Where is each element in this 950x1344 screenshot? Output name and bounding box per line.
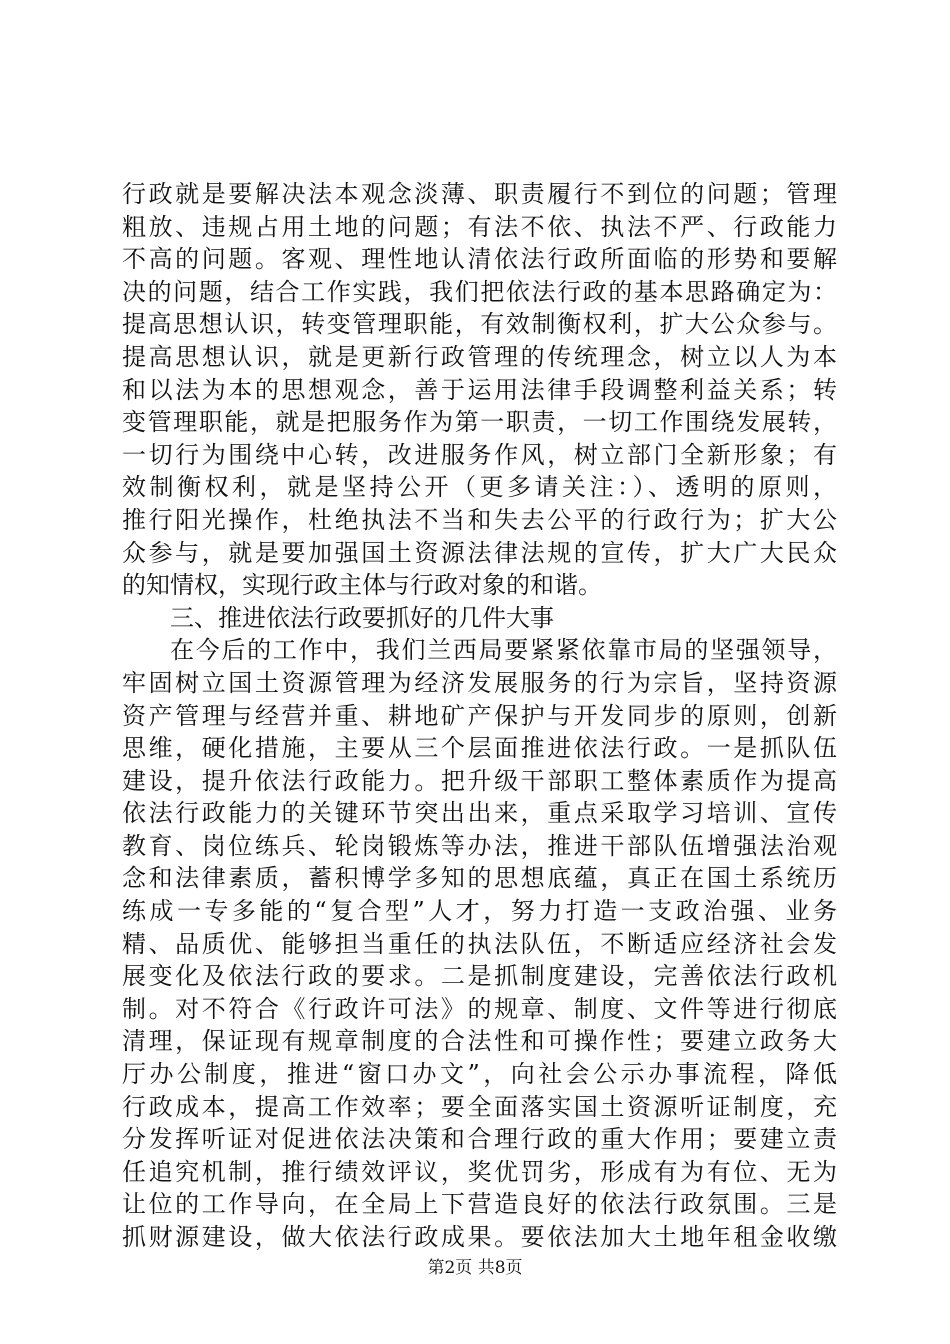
text-line: 教育、岗位练兵、轮岗锻炼等办法，推进干部队伍增强法治观 bbox=[122, 831, 837, 860]
text-line: 在今后的工作中，我们兰西局要紧紧依靠市局的坚强领导， bbox=[170, 636, 837, 665]
text-line: 念和法律素质，蓄积博学多知的思想底蕴，真正在国土系统历 bbox=[122, 864, 837, 893]
text-line: 决的问题，结合工作实践，我们把依法行政的基本思路确定为： bbox=[122, 277, 837, 306]
text-line: 三、推进依法行政要抓好的几件大事 bbox=[170, 603, 554, 632]
text-line: 的知情权，实现行政主体与行政对象的和谐。 bbox=[122, 571, 602, 600]
text-line: 提高思想认识，转变管理职能，有效制衡权利，扩大公众参与。 bbox=[122, 310, 837, 339]
text-line: 依法行政能力的关键环节突出出来，重点采取学习培训、宣传 bbox=[122, 799, 837, 828]
text-line: 一切行为围绕中心转，改进服务作风，树立部门全新形象；有 bbox=[122, 440, 837, 469]
text-line: 制。对不符合《行政许可法》的规章、制度、文件等进行彻底 bbox=[122, 994, 837, 1023]
text-line: 效制衡权利，就是坚持公开（更多请关注：）、透明的原则， bbox=[122, 473, 837, 502]
text-line: 练成一专多能的“复合型”人才，努力打造一支政治强、业务 bbox=[122, 897, 837, 926]
text-line: 厅办公制度，推进“窗口办文”，向社会公示办事流程，降低 bbox=[122, 1060, 837, 1089]
text-line: 行政就是要解决法本观念淡薄、职责履行不到位的问题；管理 bbox=[122, 180, 837, 208]
text-line: 粗放、违规占用土地的问题；有法不依、执法不严、行政能力 bbox=[122, 212, 837, 241]
text-line: 展变化及依法行政的要求。二是抓制度建设，完善依法行政机 bbox=[122, 962, 837, 991]
text-line: 让位的工作导向，在全局上下营造良好的依法行政氛围。三是 bbox=[122, 1190, 837, 1219]
document-body bbox=[122, 178, 837, 1254]
text-line: 推行阳光操作，杜绝执法不当和失去公平的行政行为；扩大公 bbox=[122, 505, 837, 534]
text-line: 清理，保证现有规章制度的合法性和可操作性；要建立政务大 bbox=[122, 1027, 837, 1056]
text-line: 牢固树立国土资源管理为经济发展服务的行为宗旨，坚持资源 bbox=[122, 668, 837, 697]
text-line: 任追究机制，推行绩效评议，奖优罚劣，形成有为有位、无为 bbox=[122, 1157, 837, 1186]
text-line: 思维，硬化措施，主要从三个层面推进依法行政。一是抓队伍 bbox=[122, 734, 837, 763]
text-line: 建设，提升依法行政能力。把升级干部职工整体素质作为提高 bbox=[122, 766, 837, 795]
text-line: 提高思想认识，就是更新行政管理的传统理念，树立以人为本 bbox=[122, 342, 837, 371]
text-line: 抓财源建设，做大依法行政成果。要依法加大土地年租金收缴 bbox=[122, 1223, 837, 1251]
text-line: 变管理职能，就是把服务作为第一职责，一切工作围绕发展转， bbox=[122, 408, 837, 437]
text-line: 分发挥听证对促进依法决策和合理行政的重大作用；要建立责 bbox=[122, 1125, 837, 1154]
text-line: 不高的问题。客观、理性地认清依法行政所面临的形势和要解 bbox=[122, 245, 837, 274]
text-line: 行政成本，提高工作效率；要全面落实国土资源听证制度，充 bbox=[122, 1092, 837, 1121]
text-line: 和以法为本的思想观念，善于运用法律手段调整利益关系；转 bbox=[122, 375, 837, 404]
page-footer: 第2页 共8页 bbox=[427, 1258, 523, 1278]
text-line: 精、品质优、能够担当重任的执法队伍，不断适应经济社会发 bbox=[122, 929, 837, 958]
text-line: 众参与，就是要加强国土资源法律法规的宣传，扩大广大民众 bbox=[122, 538, 837, 567]
text-line: 资产管理与经营并重、耕地矿产保护与开发同步的原则，创新 bbox=[122, 701, 837, 730]
